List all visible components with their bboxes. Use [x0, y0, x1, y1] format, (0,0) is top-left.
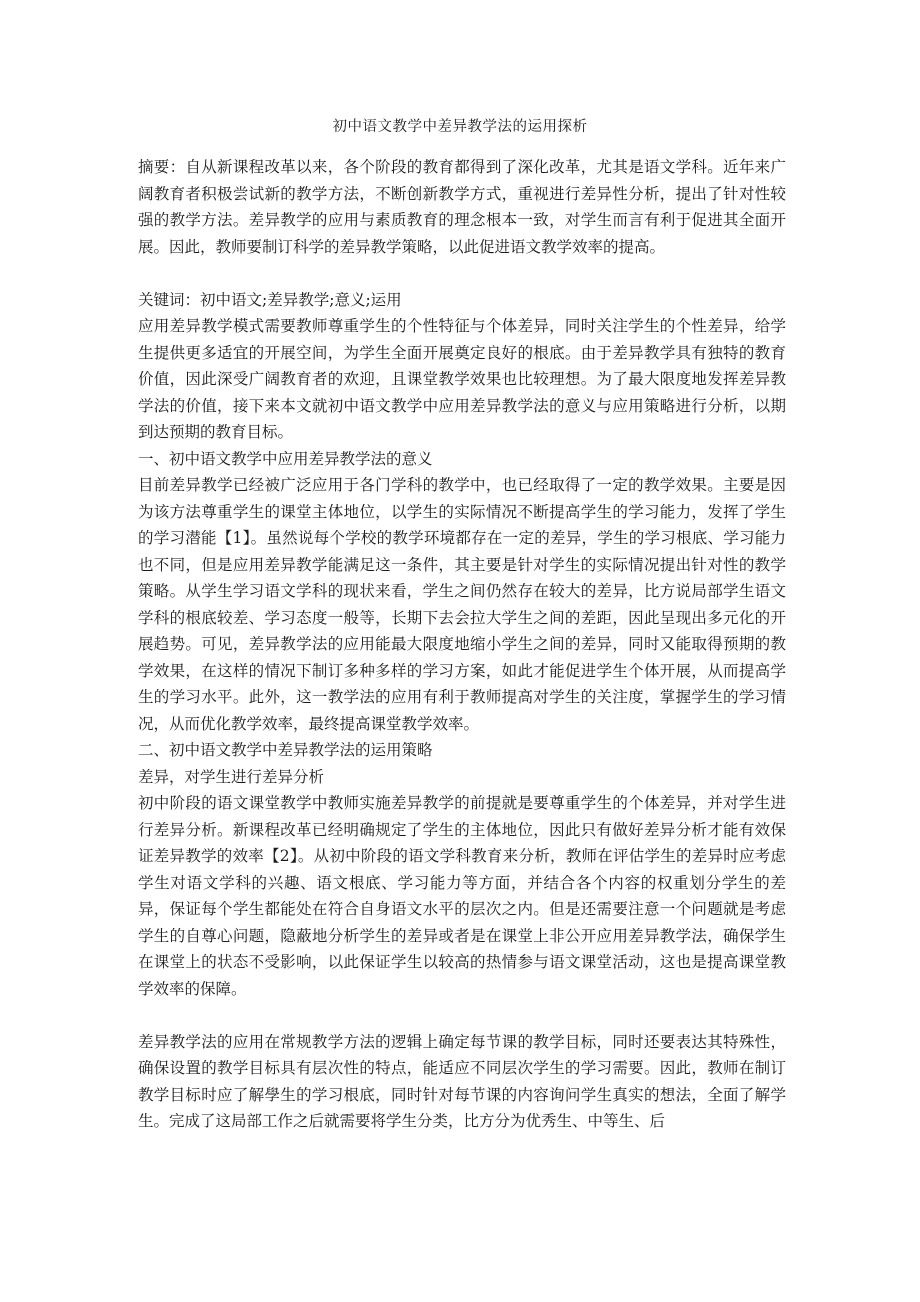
paragraph-gap	[138, 1002, 786, 1029]
subsection-heading: 差异，对学生进行差异分析	[138, 767, 325, 786]
paragraph-gap	[138, 260, 786, 287]
section-1-heading: 一、初中语文教学中应用差异教学法的意义	[138, 449, 433, 468]
intro-paragraph: 应用差异教学模式需要教师尊重学生的个性特征与个体差异，同时关注学生的个性差异，给学生提供更多适宜的开展空间，为学生全面开展奠定良好的根底。由于差异教学具有独特的教育价值，因此深受广阔教育者的欢迎，且课堂教学效果也比较理想。为了最大限度地发挥差异教学法的价值，接下来本文就初中语文教学中应用差异教学法的意义与应用策略进行分析，以期到达预期的教育目标。	[138, 317, 786, 441]
final-paragraph: 差异教学法的应用在常规教学方法的逻辑上确定每节课的教学目标，同时还要表达其特殊性，确保设置的教学目标具有层次性的特点，能适应不同层次学生的学习需要。因此，教师在制订教学目标时应了解學生的学习根底，同时针对每节课的内容询问学生真实的想法，全面了解学生。完成了这局部工作之后就需要将学生分类，比方分为优秀生、中等生、后	[138, 1032, 786, 1130]
keywords-line: 关键词：初中语文;差异教学;意义;运用	[138, 290, 402, 309]
document-title: 初中语文教学中差异教学法的运用探析	[332, 119, 588, 135]
section-1-paragraph: 目前差异教学已经被广泛应用于各门学科的教学中，也已经取得了一定的教学效果。主要是因为该方法尊重学生的课堂主体地位，以学生的实际情况不断提高学生的学习能力，发挥了学生的学习潜能【1】。虽然说每个学校的教学环境都存在一定的差异，学生的学习根底、学习能力也不同，但是应用差异教学能满足这一条件，其主要是针对学生的实际情况提出针对性的教学策略。从学生学习语文学科的现状来看，学生之间仍然存在较大的差异，比方说局部学生语文学科的根底较差、学习态度一般等，长期下去会拉大学生之间的差距，因此呈现出多元化的开展趋势。可见，差异教学法的应用能最大限度地缩小学生之间的差异，同时又能取得预期的教学效果，在这样的情况下制订多种多样的学习方案，如此才能促进学生个体开展，从而提高学生的学习水平。此外，这一教学法的应用有利于教师提高对学生的关注度，掌握学生的学习情况，从而优化教学效率，最终提高课堂教学效率。	[138, 476, 786, 733]
subsection-paragraph: 初中阶段的语文课堂教学中教师实施差异教学的前提就是要尊重学生的个体差异，并对学生进行差异分析。新课程改革已经明确规定了学生的主体地位，因此只有做好差异分析才能有效保证差异教学的效率【2】。从初中阶段的语文学科教育来分析，教师在评估学生的差异时应考虑学生对语文学科的兴趣、语文根底、学习能力等方面，并结合各个内容的权重划分学生的差异，保证每个学生都能处在符合自身语文水平的层次之内。但是还需要注意一个问题就是考虑学生的自尊心问题，隐蔽地分析学生的差异或者是在课堂上非公开应用差异教学法，确保学生在课堂上的状态不受影响，以此保证学生以较高的热情参与语文课堂活动，这也是提高课堂教学效率的保障。	[138, 794, 786, 998]
abstract-paragraph: 摘要：自从新课程改革以来，各个阶段的教育都得到了深化改革，尤其是语文学科。近年来广阔教育者积极尝试新的教学方法，不断创新教学方式，重视进行差异性分析，提出了针对性较强的教学方法。差异教学的应用与素质教育的理念根本一致，对学生而言有利于促进其全面开展。因此，教师要制订科学的差异教学策略，以此促进语文教学效率的提高。	[138, 158, 786, 256]
section-2-heading: 二、初中语文教学中差异教学法的运用策略	[138, 741, 433, 759]
document-body	[138, 154, 786, 1135]
